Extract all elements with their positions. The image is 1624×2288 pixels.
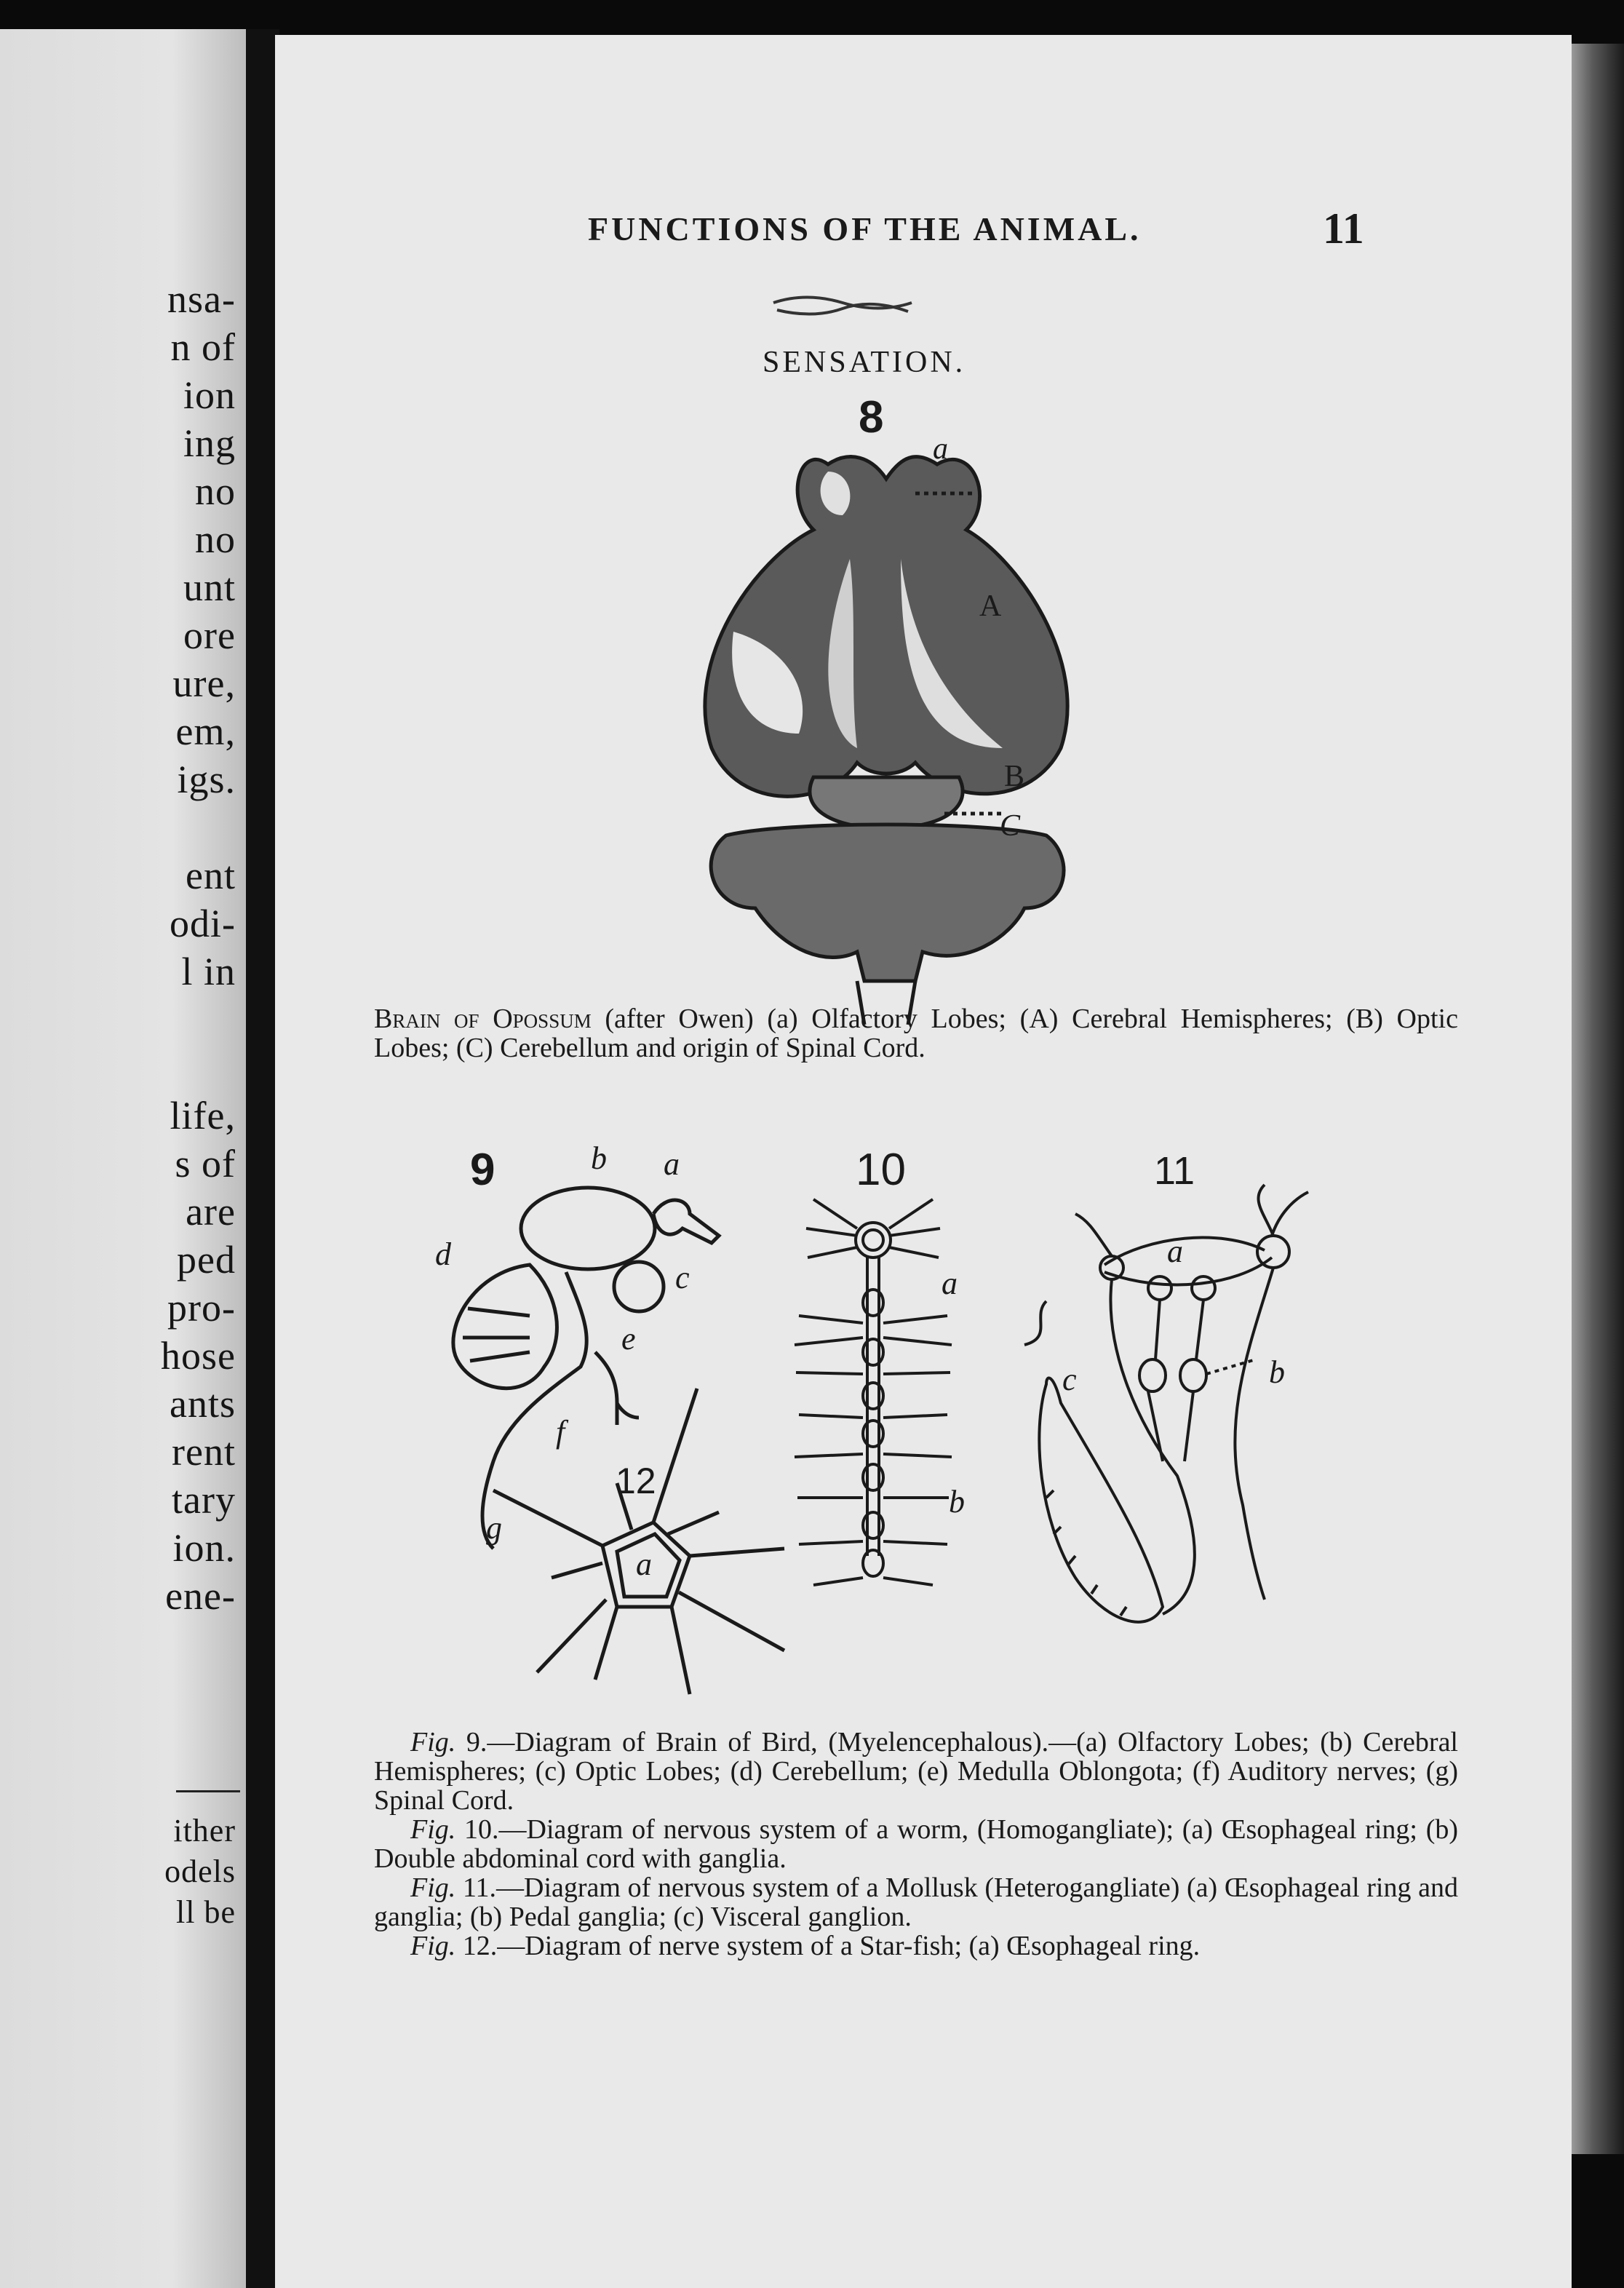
previous-page-line: pro- [167, 1286, 236, 1330]
figure-12-starfish-nervous-system [493, 1389, 784, 1694]
previous-page-line: ion. [172, 1526, 236, 1570]
previous-page-footnote-line: odels [164, 1854, 236, 1889]
fig9-label: Fig. [410, 1727, 456, 1757]
svg-text:e: e [621, 1321, 636, 1356]
previous-page-line: rent [172, 1430, 236, 1474]
svg-text:c: c [1062, 1362, 1077, 1397]
svg-text:a: a [664, 1146, 680, 1182]
figure-8-number: 8 [859, 392, 884, 442]
page-edge [1572, 44, 1624, 2154]
figure-10-worm-nervous-system [795, 1199, 952, 1585]
fig11-label: Fig. [410, 1872, 456, 1903]
previous-page-line: odi- [170, 902, 236, 945]
previous-page-line: s of [175, 1142, 236, 1185]
svg-text:d: d [435, 1236, 451, 1272]
figure-9-number: 9 [470, 1145, 495, 1195]
previous-page-line: ped [177, 1238, 236, 1282]
previous-page-line: hose [161, 1334, 236, 1378]
figure-12-number: 12 [616, 1461, 656, 1501]
figure-8-caption [374, 1004, 1458, 1062]
svg-text:a: a [933, 432, 948, 466]
figures-captions [374, 1728, 1458, 1961]
previous-page-line: ing [183, 421, 236, 465]
previous-page-line: ure, [172, 662, 236, 705]
figure-9-bird-brain-diagram [453, 1188, 719, 1549]
previous-page-line: ent [186, 854, 236, 897]
previous-page-footnote-line: ll be [176, 1894, 236, 1930]
running-head: FUNCTIONS OF THE ANIMAL. [588, 210, 1142, 247]
figure-11-mollusk-nervous-system [1024, 1185, 1308, 1622]
previous-page-line: unt [183, 565, 236, 609]
fig10-label: Fig. [410, 1814, 456, 1845]
previous-page-line: ants [170, 1382, 236, 1426]
previous-page-line: are [186, 1190, 236, 1234]
figure-8-caption-text: (after Owen) (a) Olfactory Lobes; (A) Cerebral Hemispheres; (B) Optic Lobes; (C) Cerebellum and origin of Spinal Cord. [374, 1004, 1458, 1063]
svg-text:g: g [486, 1510, 502, 1546]
figure-8-caption-head: Brain of Opossum [374, 1004, 592, 1034]
footnote-rule [176, 1790, 240, 1792]
previous-page-line: ore [183, 613, 236, 657]
fig9-caption: 9.—Diagram of Brain of Bird, (Myelencephalous).—(a) Olfactory Lobes; (b) Cerebral Hemispheres; (c) Optic Lobes; (d) Cerebellum; (e) Medulla Oblongota; (f) Auditory nerves; (g) Spinal Cord. [374, 1727, 1458, 1816]
svg-text:f: f [556, 1414, 565, 1450]
fig10-caption: 10.—Diagram of nervous system of a worm, (Homogangliate); (a) Œsophageal ring; (b) Double abdominal cord with ganglia. [374, 1814, 1458, 1874]
figure-12-labels [636, 1546, 652, 1582]
section-title: SENSATION. [763, 346, 966, 379]
figure-9-labels [435, 1140, 690, 1546]
svg-text:B: B [1004, 760, 1025, 793]
figure-10-labels [942, 1266, 965, 1520]
book-page [275, 35, 1572, 2288]
figure-11-number: 11 [1154, 1149, 1195, 1193]
previous-page-line: l in [181, 950, 236, 993]
previous-page-line: no [195, 517, 236, 561]
figure-11-labels [1062, 1234, 1285, 1397]
previous-page-line: no [195, 469, 236, 513]
previous-page-line: n of [170, 325, 236, 369]
svg-text:c: c [675, 1260, 690, 1295]
page-number: 11 [1323, 204, 1364, 253]
figure-10-number: 10 [856, 1145, 906, 1195]
fig12-caption: 12.—Diagram of nerve system of a Star-fish; (a) Œsophageal ring. [455, 1931, 1201, 1961]
previous-page-line: ene- [165, 1574, 236, 1618]
svg-text:A: A [979, 589, 1002, 623]
svg-text:C: C [1000, 809, 1021, 843]
svg-text:a: a [636, 1546, 652, 1582]
previous-page-fragment [0, 29, 246, 2288]
svg-text:a: a [942, 1266, 958, 1301]
previous-page-line: nsa- [167, 277, 236, 321]
svg-text:b: b [591, 1140, 607, 1176]
svg-text:a: a [1167, 1234, 1183, 1269]
figure-8-brain-of-opossum [705, 457, 1067, 1025]
previous-page-line: igs. [177, 758, 236, 801]
svg-text:b: b [949, 1484, 965, 1520]
previous-page-line: em, [175, 710, 236, 753]
previous-page-line: ion [183, 373, 236, 417]
previous-page-footnote-line: ither [173, 1813, 236, 1848]
fig12-label: Fig. [410, 1931, 456, 1961]
svg-text:b: b [1269, 1354, 1285, 1390]
fig11-caption: 11.—Diagram of nervous system of a Mollusk (Heterogangliate) (a) Œsophageal ring and ganglia; (b) Pedal ganglia; (c) Visceral ganglion. [374, 1872, 1458, 1932]
previous-page-line: tary [172, 1478, 236, 1522]
previous-page-line: life, [170, 1094, 236, 1137]
